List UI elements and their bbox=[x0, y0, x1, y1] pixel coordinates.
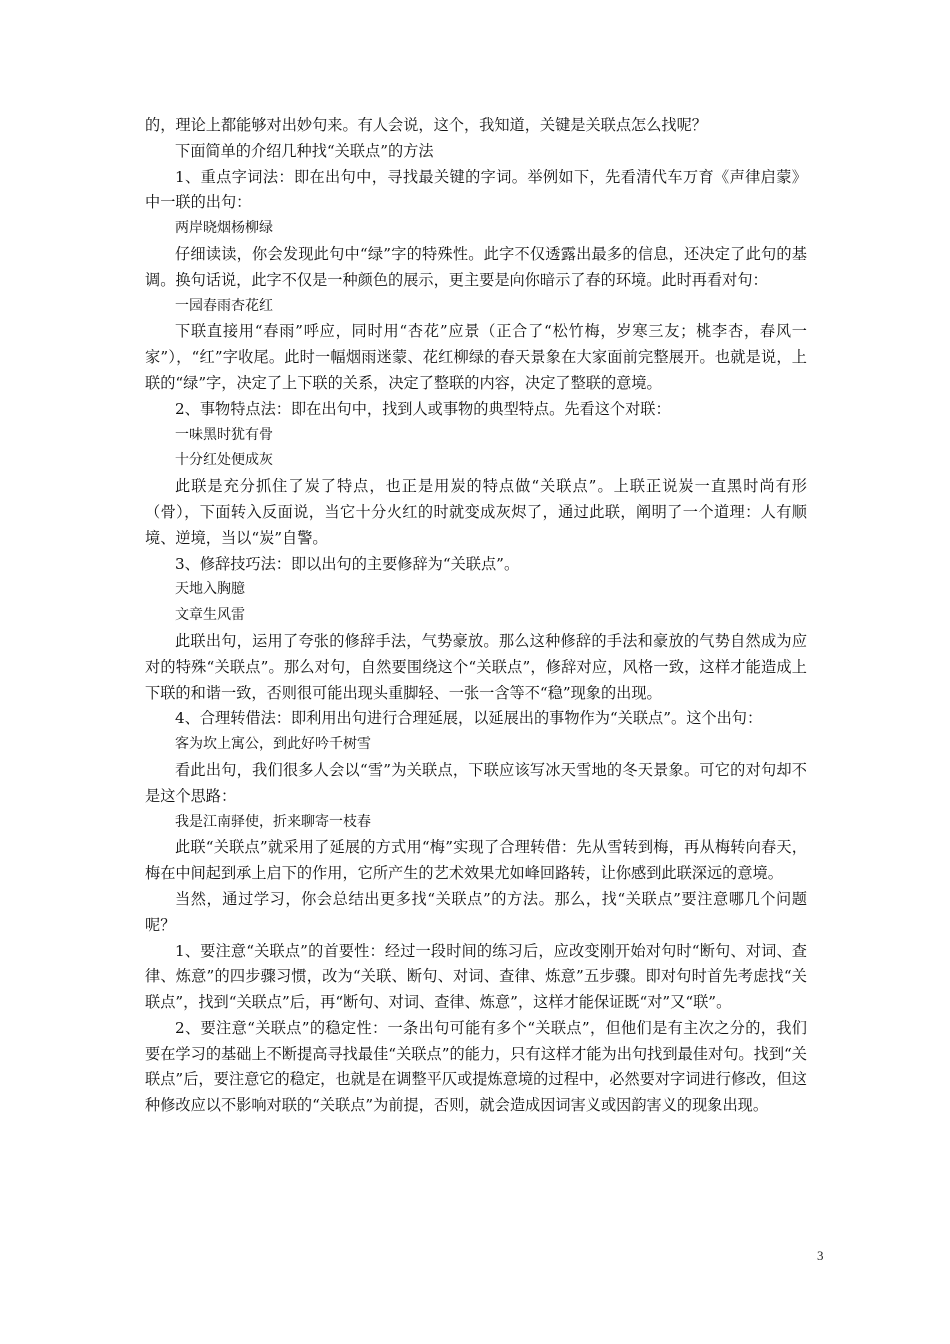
note-1-paragraph: 1、要注意“关联点”的首要性：经过一段时间的练习后，应改变刚开始对句时“断句、对词、查律、炼意”的四步骤习惯，改为“关联、断句、对词、查律、炼意”五步骤。即对句时首先考虑找“关联点”，找到“关联点”后，再“断句、对词、查律、炼意”，这样才能保证既“对”又“联”。 bbox=[145, 941, 807, 1012]
paragraph: 下联直接用“春雨”呼应，同时用“杏花”应景（正合了“松竹梅，岁寒三友；桃李杏，春风一家”），“红”字收尾。此时一幅烟雨迷蒙、花红柳绿的春天景象在大家面前完整展开。也就是说，上联的“绿”字，决定了上下联的关系，决定了整联的内容，决定了整联的意境。 bbox=[145, 322, 807, 392]
paragraph: 此联是充分抓住了炭了特点，也正是用炭的特点做“关联点”。上联正说炭一直黑时尚有形（骨），下面转入反面说，当它十分火红的时就变成灰烬了，通过此联，阐明了一个道理：人有顺境、逆境，当以“炭”自警。 bbox=[145, 477, 807, 547]
paragraph: 当然，通过学习，你会总结出更多找“关联点”的方法。那么，找“关联点”要注意哪几个问题呢？ bbox=[145, 889, 807, 934]
paragraph: 看此出句，我们很多人会以“雪”为关联点，下联应该写冰天雪地的冬天景象。可它的对句却不是这个思路： bbox=[145, 760, 807, 805]
example-couplet-line: 文章生风雷 bbox=[175, 607, 245, 624]
method-2-heading: 2、事物特点法：即在出句中，找到人或事物的典型特点。先看这个对联： bbox=[175, 399, 671, 418]
example-couplet-line: 十分红处便成灰 bbox=[175, 452, 273, 469]
method-3-heading: 3、修辞技巧法：即以出句的主要修辞为“关联点”。 bbox=[175, 554, 520, 573]
example-couplet-line: 一园春雨杏花红 bbox=[175, 297, 273, 314]
paragraph-continuation: 的，理论上都能够对出妙句来。有人会说，这个，我知道，关键是关联点怎么找呢？ bbox=[145, 116, 707, 134]
example-couplet-line: 客为坎上寓公，到此好吟千树雪 bbox=[175, 736, 371, 753]
note-2-paragraph: 2、要注意“关联点”的稳定性：一条出句可能有多个“关联点”，但他们是有主次之分的，我们要在学习的基础上不断提高寻找最佳“关联点”的能力，只有这样才能为出句找到最佳对句。找到“关联点”后，要注意它的稳定，也就是在调整平仄或提炼意境的过程中，必然要对字词进行修改，但这种修改应以不影响对联的“关联点”为前提，否则，就会造成因词害义或因韵害义的现象出现。 bbox=[145, 1018, 807, 1115]
paragraph-intro: 下面简单的介绍几种找“关联点”的方法 bbox=[175, 141, 434, 160]
paragraph: 此联“关联点”就采用了延展的方式用“梅”实现了合理转借：先从雪转到梅，再从梅转向春天，梅在中间起到承上启下的作用，它所产生的艺术效果尤如峰回路转，让你感到此联深远的意境。 bbox=[145, 838, 807, 883]
paragraph: 仔细读读，你会发现此句中“绿”字的特殊性。此字不仅透露出最多的信息，还决定了此句的基调。换句话说，此字不仅是一种颜色的展示，更主要是向你暗示了春的环境。此时再看对句： bbox=[145, 244, 807, 289]
example-couplet-line: 我是江南驿使，折来聊寄一枝春 bbox=[175, 813, 371, 830]
example-couplet-line: 一味黑时犹有骨 bbox=[175, 426, 273, 443]
method-4-heading: 4、合理转借法：即利用出句进行合理延展，以延展出的事物作为“关联点”。这个出句： bbox=[175, 709, 763, 728]
paragraph: 此联出句，运用了夸张的修辞手法，气势豪放。那么这种修辞的手法和豪放的气势自然成为应对的特殊“关联点”。那么对句，自然要围绕这个“关联点”，修辞对应，风格一致，这样才能造成上下联的和谐一致，否则很可能出现头重脚轻、一张一含等不“稳”现象的出现。 bbox=[145, 631, 807, 702]
example-couplet-line: 天地入胸臆 bbox=[175, 581, 245, 598]
method-1-heading: 1、重点字词法：即在出句中，寻找最关键的字词。举例如下，先看清代车万育《声律启蒙》中一联的出句： bbox=[145, 167, 807, 212]
page-number: 3 bbox=[817, 1248, 824, 1263]
example-couplet-line: 两岸晓烟杨柳绿 bbox=[175, 220, 273, 237]
body-text bbox=[145, 113, 807, 1119]
